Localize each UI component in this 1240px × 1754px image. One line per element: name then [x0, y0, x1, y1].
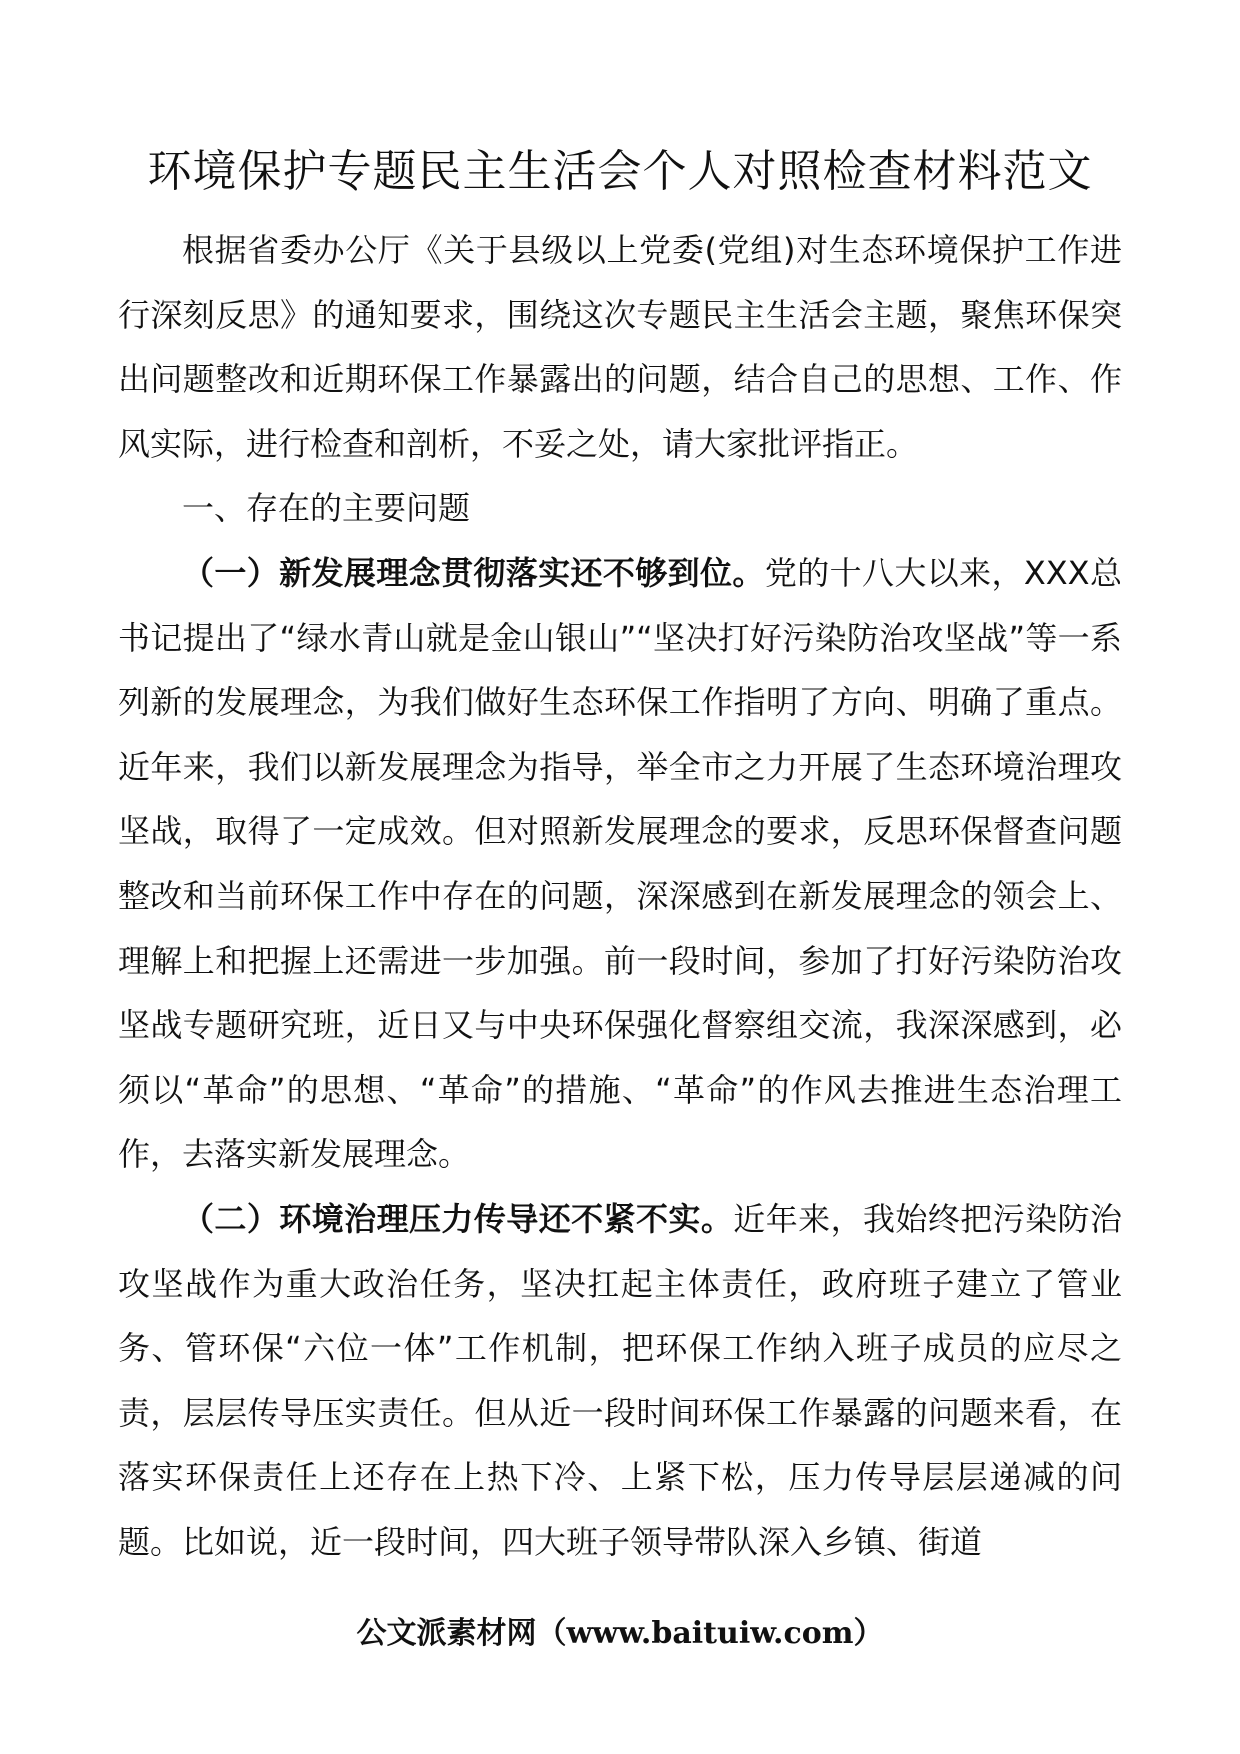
item-1-text: 党的十八大以来，XXX总书记提出了“绿水青山就是金山银山”“坚决打好污染防治攻坚战”等一系列新的发展理念，为我们做好生态环保工作指明了方向、明确了重点。近年来，我们以新发展理念为指导，举全市之力开展了生态环境治理攻坚战，取得了一定成效。但对照新发展理念的要求，反思环保督查问题整改和当前环保工作中存在的问题，深深感到在新发展理念的领会上、理解上和把握上还需进一步加强。前一段时间，参加了打好污染防治攻坚战专题研究班，近日又与中央环保强化督察组交流，我深深感到，必须以“革命”的思想、“革命”的措施、“革命”的作风去推进生态治理工作，去落实新发展理念。: [118, 553, 1122, 1174]
item-2-text: 近年来，我始终把污染防治攻坚战作为重大政治任务，坚决扛起主体责任，政府班子建立了管业务、管环保“六位一体”工作机制，把环保工作纳入班子成员的应尽之责，层层传导压实责任。但从近一段时间环保工作暴露的问题来看，在落实环保责任上还存在上热下冷、上紧下松，压力传导层层递减的问题。比如说，近一段时间，四大班子领导带队深入乡镇、街道: [118, 1199, 1122, 1561]
section-heading: 一、存在的主要问题: [182, 489, 471, 528]
item-2-heading: （二）环境治理压力传导还不紧不实。: [182, 1199, 734, 1238]
item-1-paragraph: [118, 541, 1122, 1187]
item-1-heading: （一）新发展理念贯彻落实还不够到位。: [182, 553, 765, 592]
document-body: [118, 218, 1122, 1574]
item-2-paragraph: [118, 1187, 1122, 1575]
document-title: 环境保护专题民主生活会个人对照检查材料范文: [147, 146, 1093, 197]
intro-paragraph: 根据省委办公厅《关于县级以上党委(党组)对生态环境保护工作进行深刻反思》的通知要求，围绕这次专题民主生活会主题，聚焦环保突出问题整改和近期环保工作暴露出的问题，结合自己的思想、工作、作风实际，进行检查和剖析，不妥之处，请大家批评指正。: [118, 231, 1122, 463]
footer-source: 公文派素材网（www.baituiw.com）: [356, 1616, 884, 1651]
